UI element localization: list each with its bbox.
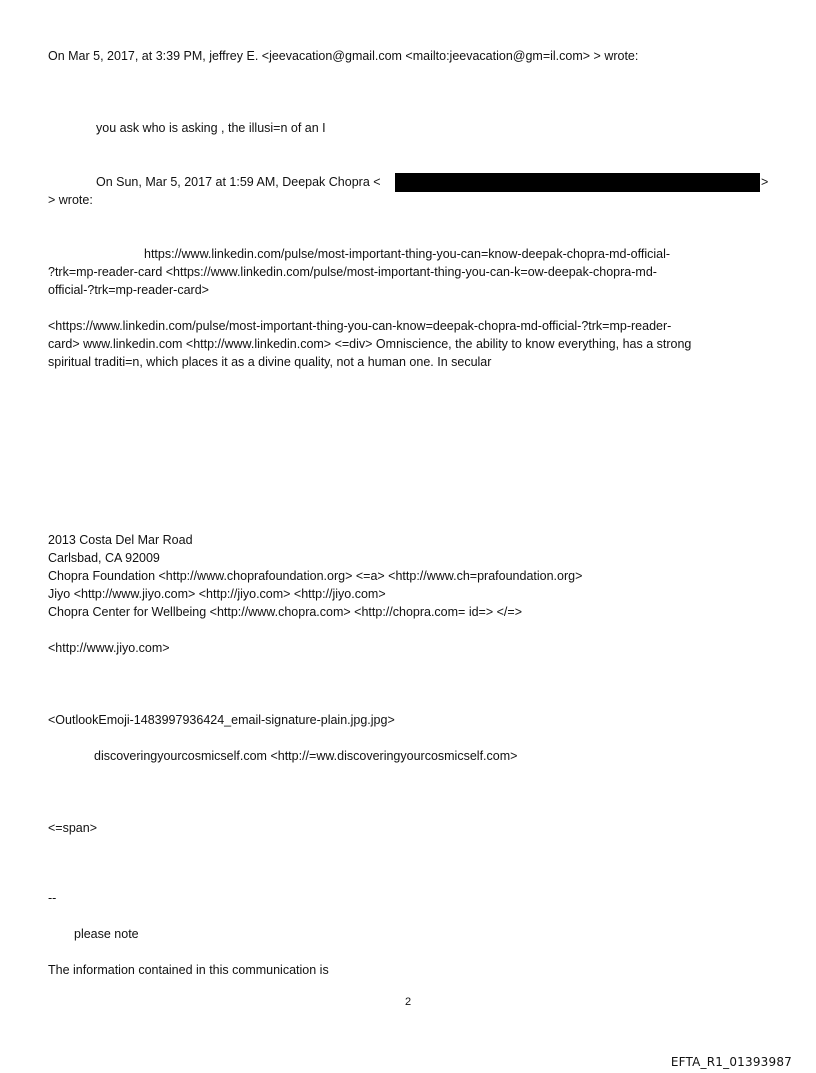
span-tag-line: <=span> [48,821,98,835]
chopra-center-line: Chopra Center for Wellbeing <http://www.chopra.com> <http://chopra.com= id=> </=> [48,605,522,619]
link-line-1: https://www.linkedin.com/pulse/most-important-thing-you-can=know-deepak-chopra-md-official- [144,247,671,261]
jiyo-link-line: <http://www.jiyo.com> [48,641,170,655]
body-line-1: <https://www.linkedin.com/pulse/most-important-thing-you-can-know=deepak-chopra-md-official-?trk=mp-reader- [48,319,672,333]
address-line-2: Carlsbad, CA 92009 [48,551,160,565]
email-header-line: On Mar 5, 2017, at 3:39 PM, jeffrey E. <jeevacation@gmail.com <mailto:jeevacation@gm=il.com> > wrote: [48,49,639,63]
reply-line: you ask who is asking , the illusi=n of an I [96,121,326,135]
bates-number: EFTA_R1_01393987 [670,1055,792,1069]
body-line-2: card> www.linkedin.com <http://www.linkedin.com> <=div> Omniscience, the ability to know everything, has a strong [48,337,692,351]
address-line-1: 2013 Costa Del Mar Road [48,533,193,547]
signature-separator: -- [48,891,57,905]
link-line-3: official-?trk=mp-reader-card> [48,283,209,297]
cosmic-self-line: discoveringyourcosmicself.com <http://=ww.discoveringyourcosmicself.com> [94,749,518,763]
jiyo-line: Jiyo <http://www.jiyo.com> <http://jiyo.com> <http://jiyo.com> [48,587,386,601]
quoted-header-close: > [761,175,769,189]
link-line-2: ?trk=mp-reader-card <https://www.linkedin.com/pulse/most-important-thing-you-can-k=ow-deepak-chopra-md- [48,265,657,279]
please-note-line: please note [74,927,139,941]
quoted-header-start: On Sun, Mar 5, 2017 at 1:59 AM, Deepak Chopra < [96,175,381,189]
page-number: 2 [404,996,412,1008]
redaction-bar [395,173,760,192]
quoted-header-end: > wrote: [48,193,93,207]
info-disclaimer-line: The information contained in this communication is [48,963,329,977]
foundation-line: Chopra Foundation <http://www.choprafoundation.org> <=a> <http://www.ch=prafoundation.org> [48,569,583,583]
emoji-attachment-line: <OutlookEmoji-1483997936424_email-signature-plain.jpg.jpg> [48,713,395,727]
body-line-3: spiritual traditi=n, which places it as a divine quality, not a human one. In secular [48,355,492,369]
